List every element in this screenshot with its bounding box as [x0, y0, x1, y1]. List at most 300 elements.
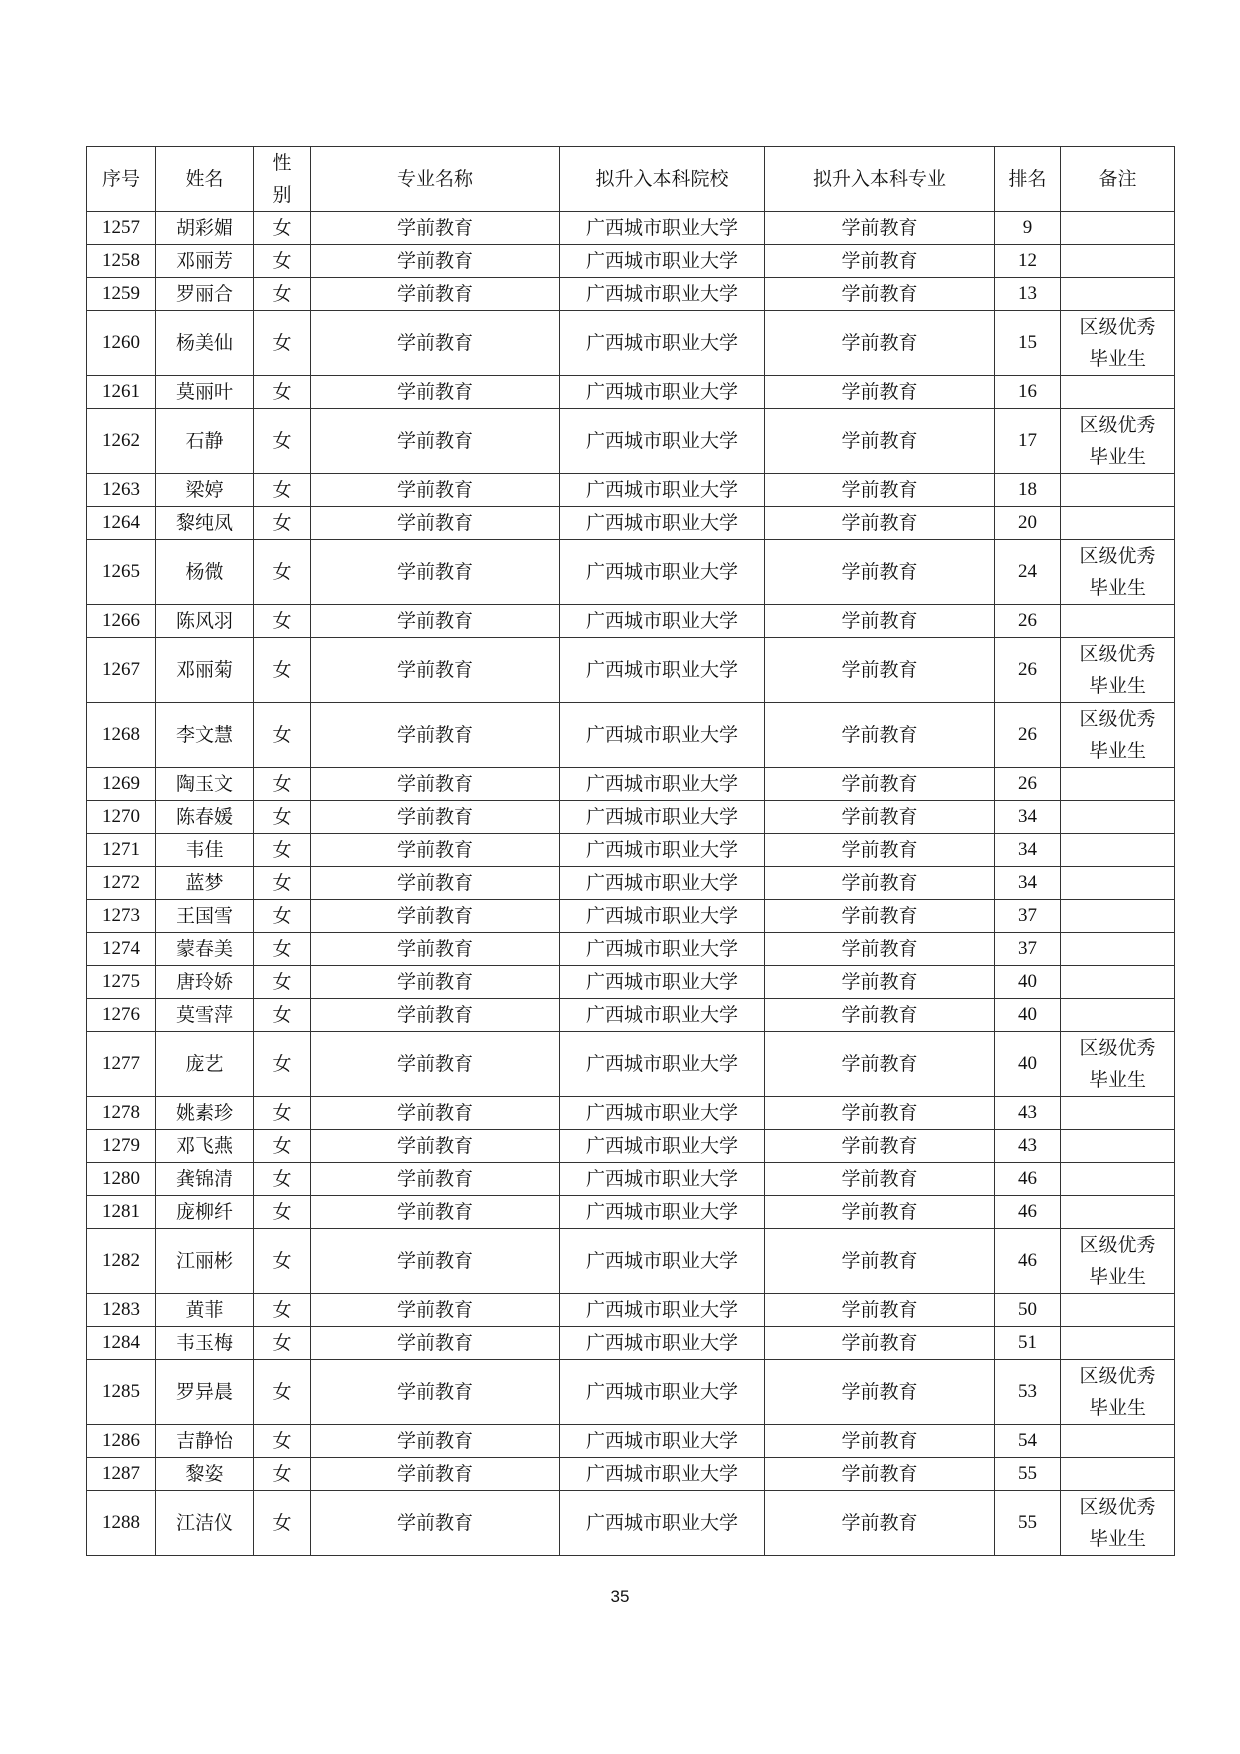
- table-header-row: [87, 147, 1175, 212]
- cell-rank: 55: [995, 1491, 1061, 1556]
- cell-target-school: 广西城市职业大学: [560, 1097, 765, 1130]
- table-row: [87, 999, 1175, 1032]
- cell-rank: 34: [995, 867, 1061, 900]
- table-row: [87, 507, 1175, 540]
- cell-gender: 女: [254, 703, 311, 768]
- cell-id: 1279: [87, 1130, 156, 1163]
- cell-gender: 女: [254, 1360, 311, 1425]
- table-row: [87, 245, 1175, 278]
- cell-id: 1282: [87, 1229, 156, 1294]
- cell-target-school: 广西城市职业大学: [560, 540, 765, 605]
- cell-note: [1061, 278, 1175, 311]
- cell-note: [1061, 1196, 1175, 1229]
- cell-target-school: 广西城市职业大学: [560, 933, 765, 966]
- cell-note: [1061, 900, 1175, 933]
- cell-id: 1281: [87, 1196, 156, 1229]
- cell-target-school: 广西城市职业大学: [560, 1458, 765, 1491]
- cell-target-major: 学前教育: [765, 703, 995, 768]
- cell-target-major: 学前教育: [765, 834, 995, 867]
- cell-rank: 16: [995, 376, 1061, 409]
- cell-name: 王国雪: [156, 900, 254, 933]
- cell-note: [1061, 245, 1175, 278]
- cell-note: [1061, 1229, 1175, 1294]
- cell-id: 1277: [87, 1032, 156, 1097]
- cell-name: 姚素珍: [156, 1097, 254, 1130]
- cell-name: 罗异晨: [156, 1360, 254, 1425]
- cell-name: 杨美仙: [156, 311, 254, 376]
- cell-rank: 54: [995, 1425, 1061, 1458]
- cell-target-school: 广西城市职业大学: [560, 311, 765, 376]
- cell-note: [1061, 1425, 1175, 1458]
- cell-target-major: 学前教育: [765, 474, 995, 507]
- cell-note: [1061, 507, 1175, 540]
- note-text: 区级优秀 毕业生: [1079, 643, 1156, 697]
- cell-gender: 女: [254, 867, 311, 900]
- cell-major: 学前教育: [311, 900, 560, 933]
- cell-name: 陈风羽: [156, 605, 254, 638]
- table-row: [87, 474, 1175, 507]
- note-text: 区级优秀 毕业生: [1079, 1037, 1156, 1091]
- cell-target-school: 广西城市职业大学: [560, 507, 765, 540]
- cell-target-major: 学前教育: [765, 245, 995, 278]
- cell-id: 1265: [87, 540, 156, 605]
- table-row: [87, 801, 1175, 834]
- cell-name: 黄菲: [156, 1294, 254, 1327]
- cell-target-major: 学前教育: [765, 1229, 995, 1294]
- table-row: [87, 1327, 1175, 1360]
- cell-target-school: 广西城市职业大学: [560, 834, 765, 867]
- cell-target-school: 广西城市职业大学: [560, 1130, 765, 1163]
- cell-note: [1061, 605, 1175, 638]
- cell-note: [1061, 966, 1175, 999]
- cell-gender: 女: [254, 245, 311, 278]
- cell-note: [1061, 768, 1175, 801]
- cell-rank: 46: [995, 1196, 1061, 1229]
- cell-gender: 女: [254, 999, 311, 1032]
- cell-major: 学前教育: [311, 540, 560, 605]
- cell-target-major: 学前教育: [765, 278, 995, 311]
- cell-id: 1273: [87, 900, 156, 933]
- cell-id: 1275: [87, 966, 156, 999]
- cell-target-major: 学前教育: [765, 1327, 995, 1360]
- cell-major: 学前教育: [311, 703, 560, 768]
- cell-major: 学前教育: [311, 999, 560, 1032]
- cell-target-major: 学前教育: [765, 638, 995, 703]
- cell-gender: 女: [254, 1130, 311, 1163]
- cell-rank: 9: [995, 212, 1061, 245]
- header-target-major: 拟升入本科专业: [765, 147, 995, 212]
- cell-target-major: 学前教育: [765, 409, 995, 474]
- cell-note: [1061, 999, 1175, 1032]
- cell-note: [1061, 1097, 1175, 1130]
- cell-major: 学前教育: [311, 376, 560, 409]
- table-row: [87, 212, 1175, 245]
- cell-target-major: 学前教育: [765, 1425, 995, 1458]
- cell-name: 龚锦清: [156, 1163, 254, 1196]
- cell-name: 江丽彬: [156, 1229, 254, 1294]
- cell-target-school: 广西城市职业大学: [560, 409, 765, 474]
- cell-gender: 女: [254, 278, 311, 311]
- note-text: 区级优秀 毕业生: [1079, 1496, 1156, 1550]
- cell-name: 陈春媛: [156, 801, 254, 834]
- cell-name: 石静: [156, 409, 254, 474]
- cell-gender: 女: [254, 1458, 311, 1491]
- cell-target-school: 广西城市职业大学: [560, 900, 765, 933]
- cell-target-school: 广西城市职业大学: [560, 703, 765, 768]
- cell-id: 1257: [87, 212, 156, 245]
- table-row: [87, 768, 1175, 801]
- table-row: [87, 867, 1175, 900]
- cell-id: 1283: [87, 1294, 156, 1327]
- table-row: [87, 1163, 1175, 1196]
- cell-name: 邓丽芳: [156, 245, 254, 278]
- cell-gender: 女: [254, 376, 311, 409]
- cell-name: 李文慧: [156, 703, 254, 768]
- note-text: 区级优秀 毕业生: [1079, 1365, 1156, 1419]
- cell-gender: 女: [254, 605, 311, 638]
- cell-name: 杨微: [156, 540, 254, 605]
- header-target-school: 拟升入本科院校: [560, 147, 765, 212]
- cell-id: 1259: [87, 278, 156, 311]
- cell-major: 学前教育: [311, 245, 560, 278]
- cell-gender: 女: [254, 1163, 311, 1196]
- cell-target-school: 广西城市职业大学: [560, 768, 765, 801]
- cell-gender: 女: [254, 768, 311, 801]
- cell-note: [1061, 376, 1175, 409]
- cell-gender: 女: [254, 834, 311, 867]
- cell-id: 1268: [87, 703, 156, 768]
- cell-name: 胡彩媚: [156, 212, 254, 245]
- table-row: [87, 540, 1175, 605]
- cell-target-school: 广西城市职业大学: [560, 1294, 765, 1327]
- cell-note: [1061, 1130, 1175, 1163]
- cell-id: 1286: [87, 1425, 156, 1458]
- cell-id: 1272: [87, 867, 156, 900]
- cell-rank: 13: [995, 278, 1061, 311]
- cell-name: 韦玉梅: [156, 1327, 254, 1360]
- table-row: [87, 311, 1175, 376]
- cell-major: 学前教育: [311, 1032, 560, 1097]
- cell-id: 1266: [87, 605, 156, 638]
- table-row: [87, 1491, 1175, 1556]
- cell-rank: 50: [995, 1294, 1061, 1327]
- note-text: 区级优秀 毕业生: [1079, 545, 1156, 599]
- cell-id: 1270: [87, 801, 156, 834]
- cell-note: [1061, 801, 1175, 834]
- cell-major: 学前教育: [311, 1130, 560, 1163]
- cell-note: [1061, 1294, 1175, 1327]
- cell-id: 1288: [87, 1491, 156, 1556]
- table-row: [87, 1130, 1175, 1163]
- cell-note: [1061, 1163, 1175, 1196]
- cell-target-school: 广西城市职业大学: [560, 1196, 765, 1229]
- cell-target-school: 广西城市职业大学: [560, 966, 765, 999]
- cell-rank: 40: [995, 999, 1061, 1032]
- table-body: [87, 212, 1175, 1556]
- cell-note: [1061, 1032, 1175, 1097]
- cell-rank: 53: [995, 1360, 1061, 1425]
- cell-target-major: 学前教育: [765, 376, 995, 409]
- cell-name: 罗丽合: [156, 278, 254, 311]
- cell-target-major: 学前教育: [765, 768, 995, 801]
- cell-gender: 女: [254, 638, 311, 703]
- cell-rank: 20: [995, 507, 1061, 540]
- cell-target-major: 学前教育: [765, 1097, 995, 1130]
- cell-note: [1061, 703, 1175, 768]
- note-text: 区级优秀 毕业生: [1079, 1234, 1156, 1288]
- table-row: [87, 1196, 1175, 1229]
- cell-id: 1284: [87, 1327, 156, 1360]
- cell-rank: 43: [995, 1130, 1061, 1163]
- cell-gender: 女: [254, 900, 311, 933]
- cell-rank: 34: [995, 801, 1061, 834]
- cell-note: [1061, 867, 1175, 900]
- cell-id: 1274: [87, 933, 156, 966]
- cell-major: 学前教育: [311, 1425, 560, 1458]
- cell-rank: 51: [995, 1327, 1061, 1360]
- cell-target-major: 学前教育: [765, 999, 995, 1032]
- cell-gender: 女: [254, 1327, 311, 1360]
- header-gender: 性 别: [254, 147, 311, 212]
- cell-name: 蓝梦: [156, 867, 254, 900]
- cell-major: 学前教育: [311, 278, 560, 311]
- table-row: [87, 1425, 1175, 1458]
- cell-rank: 15: [995, 311, 1061, 376]
- cell-id: 1269: [87, 768, 156, 801]
- cell-target-major: 学前教育: [765, 900, 995, 933]
- table-row: [87, 409, 1175, 474]
- table-row: [87, 1458, 1175, 1491]
- cell-name: 邓丽菊: [156, 638, 254, 703]
- cell-note: [1061, 834, 1175, 867]
- cell-gender: 女: [254, 801, 311, 834]
- cell-id: 1260: [87, 311, 156, 376]
- cell-note: [1061, 1327, 1175, 1360]
- cell-note: [1061, 638, 1175, 703]
- cell-major: 学前教育: [311, 966, 560, 999]
- cell-gender: 女: [254, 1097, 311, 1130]
- cell-rank: 46: [995, 1163, 1061, 1196]
- cell-target-school: 广西城市职业大学: [560, 1491, 765, 1556]
- cell-rank: 34: [995, 834, 1061, 867]
- table-row: [87, 1360, 1175, 1425]
- cell-rank: 18: [995, 474, 1061, 507]
- cell-note: [1061, 212, 1175, 245]
- cell-name: 蒙春美: [156, 933, 254, 966]
- table-row: [87, 376, 1175, 409]
- cell-gender: 女: [254, 409, 311, 474]
- cell-major: 学前教育: [311, 867, 560, 900]
- cell-gender: 女: [254, 1032, 311, 1097]
- table-row: [87, 933, 1175, 966]
- cell-major: 学前教育: [311, 212, 560, 245]
- cell-id: 1264: [87, 507, 156, 540]
- cell-target-major: 学前教育: [765, 605, 995, 638]
- cell-target-major: 学前教育: [765, 1360, 995, 1425]
- cell-id: 1276: [87, 999, 156, 1032]
- cell-target-school: 广西城市职业大学: [560, 638, 765, 703]
- cell-major: 学前教育: [311, 605, 560, 638]
- cell-gender: 女: [254, 507, 311, 540]
- cell-target-school: 广西城市职业大学: [560, 376, 765, 409]
- cell-gender: 女: [254, 1196, 311, 1229]
- cell-target-major: 学前教育: [765, 933, 995, 966]
- cell-rank: 12: [995, 245, 1061, 278]
- cell-name: 庞艺: [156, 1032, 254, 1097]
- cell-name: 吉静怡: [156, 1425, 254, 1458]
- cell-rank: 55: [995, 1458, 1061, 1491]
- cell-id: 1267: [87, 638, 156, 703]
- cell-gender: 女: [254, 1229, 311, 1294]
- cell-target-school: 广西城市职业大学: [560, 474, 765, 507]
- cell-target-school: 广西城市职业大学: [560, 1425, 765, 1458]
- cell-note: [1061, 474, 1175, 507]
- cell-major: 学前教育: [311, 1196, 560, 1229]
- cell-note: [1061, 933, 1175, 966]
- cell-major: 学前教育: [311, 507, 560, 540]
- cell-target-major: 学前教育: [765, 540, 995, 605]
- cell-name: 莫丽叶: [156, 376, 254, 409]
- cell-gender: 女: [254, 474, 311, 507]
- cell-gender: 女: [254, 212, 311, 245]
- note-text: 区级优秀 毕业生: [1079, 414, 1156, 468]
- cell-major: 学前教育: [311, 1491, 560, 1556]
- cell-id: 1278: [87, 1097, 156, 1130]
- cell-rank: 26: [995, 768, 1061, 801]
- cell-id: 1271: [87, 834, 156, 867]
- cell-major: 学前教育: [311, 409, 560, 474]
- cell-note: [1061, 1491, 1175, 1556]
- cell-note: [1061, 1458, 1175, 1491]
- cell-target-school: 广西城市职业大学: [560, 999, 765, 1032]
- cell-id: 1285: [87, 1360, 156, 1425]
- cell-name: 黎姿: [156, 1458, 254, 1491]
- table-row: [87, 834, 1175, 867]
- cell-major: 学前教育: [311, 768, 560, 801]
- cell-id: 1280: [87, 1163, 156, 1196]
- cell-rank: 26: [995, 703, 1061, 768]
- cell-target-school: 广西城市职业大学: [560, 278, 765, 311]
- cell-gender: 女: [254, 1491, 311, 1556]
- cell-name: 江洁仪: [156, 1491, 254, 1556]
- cell-rank: 26: [995, 605, 1061, 638]
- cell-target-major: 学前教育: [765, 507, 995, 540]
- cell-major: 学前教育: [311, 474, 560, 507]
- cell-target-major: 学前教育: [765, 1458, 995, 1491]
- cell-name: 邓飞燕: [156, 1130, 254, 1163]
- cell-gender: 女: [254, 311, 311, 376]
- header-id: 序号: [87, 147, 156, 212]
- cell-target-major: 学前教育: [765, 1491, 995, 1556]
- cell-id: 1287: [87, 1458, 156, 1491]
- table-row: [87, 1229, 1175, 1294]
- cell-major: 学前教育: [311, 834, 560, 867]
- cell-major: 学前教育: [311, 1097, 560, 1130]
- table-row: [87, 1097, 1175, 1130]
- header-name: 姓名: [156, 147, 254, 212]
- cell-rank: 17: [995, 409, 1061, 474]
- cell-target-major: 学前教育: [765, 867, 995, 900]
- cell-target-school: 广西城市职业大学: [560, 801, 765, 834]
- cell-name: 庞柳纤: [156, 1196, 254, 1229]
- cell-target-major: 学前教育: [765, 966, 995, 999]
- header-major: 专业名称: [311, 147, 560, 212]
- cell-gender: 女: [254, 1425, 311, 1458]
- cell-target-major: 学前教育: [765, 1163, 995, 1196]
- student-roster-table: [86, 146, 1175, 1556]
- table-row: [87, 278, 1175, 311]
- cell-major: 学前教育: [311, 638, 560, 703]
- cell-gender: 女: [254, 966, 311, 999]
- cell-major: 学前教育: [311, 1163, 560, 1196]
- cell-rank: 24: [995, 540, 1061, 605]
- cell-major: 学前教育: [311, 1458, 560, 1491]
- table-row: [87, 703, 1175, 768]
- cell-note: [1061, 311, 1175, 376]
- cell-gender: 女: [254, 540, 311, 605]
- cell-id: 1262: [87, 409, 156, 474]
- table-row: [87, 966, 1175, 999]
- cell-target-school: 广西城市职业大学: [560, 867, 765, 900]
- table-row: [87, 900, 1175, 933]
- cell-name: 黎纯凤: [156, 507, 254, 540]
- table-row: [87, 638, 1175, 703]
- cell-name: 梁婷: [156, 474, 254, 507]
- cell-target-school: 广西城市职业大学: [560, 1163, 765, 1196]
- cell-target-school: 广西城市职业大学: [560, 245, 765, 278]
- cell-name: 唐玲娇: [156, 966, 254, 999]
- cell-major: 学前教育: [311, 1360, 560, 1425]
- cell-target-school: 广西城市职业大学: [560, 1229, 765, 1294]
- cell-target-major: 学前教育: [765, 1130, 995, 1163]
- cell-name: 韦佳: [156, 834, 254, 867]
- cell-target-major: 学前教育: [765, 801, 995, 834]
- cell-name: 莫雪萍: [156, 999, 254, 1032]
- cell-rank: 40: [995, 1032, 1061, 1097]
- cell-target-school: 广西城市职业大学: [560, 605, 765, 638]
- cell-target-school: 广西城市职业大学: [560, 1032, 765, 1097]
- cell-target-major: 学前教育: [765, 1196, 995, 1229]
- cell-gender: 女: [254, 1294, 311, 1327]
- cell-note: [1061, 540, 1175, 605]
- header-note: 备注: [1061, 147, 1175, 212]
- cell-major: 学前教育: [311, 1229, 560, 1294]
- cell-target-major: 学前教育: [765, 1294, 995, 1327]
- cell-rank: 37: [995, 933, 1061, 966]
- cell-target-school: 广西城市职业大学: [560, 1327, 765, 1360]
- table-row: [87, 605, 1175, 638]
- cell-target-major: 学前教育: [765, 1032, 995, 1097]
- cell-major: 学前教育: [311, 1294, 560, 1327]
- cell-major: 学前教育: [311, 311, 560, 376]
- cell-id: 1263: [87, 474, 156, 507]
- cell-rank: 40: [995, 966, 1061, 999]
- cell-target-major: 学前教育: [765, 212, 995, 245]
- note-text: 区级优秀 毕业生: [1079, 708, 1156, 762]
- cell-target-major: 学前教育: [765, 311, 995, 376]
- cell-major: 学前教育: [311, 801, 560, 834]
- cell-rank: 37: [995, 900, 1061, 933]
- cell-gender: 女: [254, 933, 311, 966]
- cell-major: 学前教育: [311, 933, 560, 966]
- cell-rank: 26: [995, 638, 1061, 703]
- page-number: 35: [610, 1587, 630, 1606]
- cell-note: [1061, 409, 1175, 474]
- cell-id: 1258: [87, 245, 156, 278]
- cell-major: 学前教育: [311, 1327, 560, 1360]
- document-page: [86, 146, 1174, 1556]
- table-row: [87, 1032, 1175, 1097]
